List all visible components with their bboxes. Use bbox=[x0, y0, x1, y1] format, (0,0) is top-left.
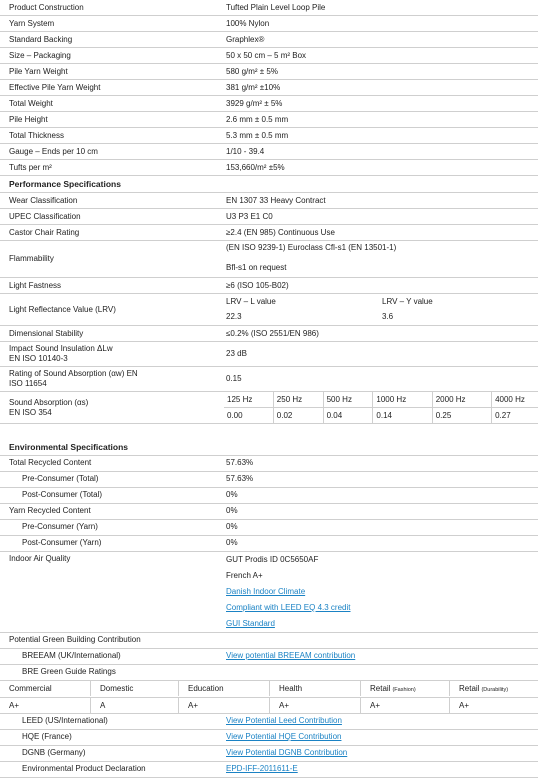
absorption-value: 0.02 bbox=[274, 408, 324, 423]
lrv-y-val: 3.6 bbox=[382, 312, 394, 321]
spec-value: 3929 g/m² ± 5% bbox=[217, 96, 538, 112]
sound-absorption-label bbox=[0, 392, 217, 424]
spec-label: Gauge – Ends per 10 cm bbox=[0, 144, 217, 160]
absorption-value: 0.27 bbox=[495, 411, 511, 420]
post-consumer-yarn-label: Post-Consumer (Yarn) bbox=[22, 538, 102, 547]
hqe-label: HQE (France) bbox=[22, 732, 72, 741]
spec-label: Size – Packaging bbox=[0, 48, 217, 64]
bre-ratings bbox=[0, 697, 538, 713]
flammability-line2: Bfl-s1 on request bbox=[226, 263, 287, 272]
bre-label: BRE Green Guide Ratings bbox=[22, 667, 116, 676]
spec-label: Total Weight bbox=[0, 96, 217, 112]
impact-label-line1: Impact Sound Insulation ΔLw bbox=[9, 344, 113, 353]
danish-indoor-climate-link[interactable]: Danish Indoor Climate bbox=[226, 586, 306, 596]
frequency-label: 500 Hz bbox=[324, 392, 374, 407]
spec-value: 5.3 mm ± 0.5 mm bbox=[217, 128, 538, 144]
bre-header bbox=[0, 681, 91, 696]
flammability-label: Flammability bbox=[0, 241, 217, 278]
castor-value: ≥2.4 (EN 985) Continuous Use bbox=[217, 225, 538, 241]
sound-absorption-grid bbox=[217, 392, 538, 424]
spec-row bbox=[0, 32, 538, 48]
lrv-l-val: 22.3 bbox=[226, 312, 242, 321]
pre-consumer-yarn-label: Pre-Consumer (Yarn) bbox=[22, 522, 98, 531]
post-consumer-yarn-value: 0% bbox=[217, 535, 538, 551]
spec-label: Pile Height bbox=[0, 112, 217, 128]
spec-label: Standard Backing bbox=[0, 32, 217, 48]
bre-header-text: Education bbox=[188, 684, 224, 693]
wear-value: EN 1307 33 Heavy Contract bbox=[217, 193, 538, 209]
impact-label-line2: EN ISO 10140-3 bbox=[9, 354, 68, 363]
bre-rating: A+ bbox=[0, 698, 91, 713]
frequency-label: 2000 Hz bbox=[433, 392, 492, 407]
frequency-label: 4000 Hz bbox=[495, 395, 525, 404]
leed-label: LEED (US/International) bbox=[22, 716, 108, 725]
upec-value: U3 P3 E1 C0 bbox=[217, 209, 538, 225]
spec-value: 1/10 - 39.4 bbox=[217, 144, 538, 160]
frequency-label: 125 Hz bbox=[224, 392, 274, 407]
bre-header-note: (Fashion) bbox=[392, 687, 416, 693]
pre-consumer-total-label: Pre-Consumer (Total) bbox=[22, 474, 99, 483]
pre-consumer-yarn-value: 0% bbox=[217, 519, 538, 535]
total-recycled-value: 57.63% bbox=[217, 455, 538, 471]
bre-header bbox=[270, 681, 361, 696]
spec-value: 580 g/m² ± 5% bbox=[217, 64, 538, 80]
performance-heading: Performance Specifications bbox=[0, 176, 538, 193]
spec-row bbox=[0, 64, 538, 80]
spec-row bbox=[0, 128, 538, 144]
bre-rating: A bbox=[91, 698, 179, 713]
spec-value: 2.6 mm ± 0.5 mm bbox=[217, 112, 538, 128]
iaq-gut: GUT Prodis ID 0C5650AF bbox=[226, 554, 319, 564]
sound-absorption-line1: Sound Absorption (αs) bbox=[9, 397, 89, 407]
bre-header-text: Domestic bbox=[100, 684, 134, 693]
lrv-l-head: LRV – L value bbox=[226, 297, 276, 306]
green-building-label: Potential Green Building Contribution bbox=[0, 632, 538, 648]
impact-value: 23 dB bbox=[217, 342, 538, 367]
light-fastness-value: ≥6 (ISO 105-B02) bbox=[217, 278, 538, 294]
bre-rating: A+ bbox=[270, 698, 361, 713]
breeam-label: BREEAM (UK/International) bbox=[22, 651, 121, 660]
wear-label: Wear Classification bbox=[0, 193, 217, 209]
dgnb-label: DGNB (Germany) bbox=[22, 748, 86, 757]
spec-value: 381 g/m² ±10% bbox=[217, 80, 538, 96]
spec-value: Tufted Plain Level Loop Pile bbox=[217, 0, 538, 16]
post-consumer-total-value: 0% bbox=[217, 487, 538, 503]
bre-headers bbox=[0, 680, 538, 697]
spec-label: Effective Pile Yarn Weight bbox=[0, 80, 217, 96]
bre-header-note: (Durability) bbox=[481, 687, 509, 693]
bre-header-text: Commercial bbox=[9, 684, 52, 693]
absorption-value: 0.00 bbox=[224, 408, 274, 423]
bre-header-text: Retail bbox=[370, 684, 391, 693]
epd-label: Environmental Product Declaration bbox=[22, 764, 146, 773]
upec-label: UPEC Classification bbox=[0, 209, 217, 225]
bre-header bbox=[361, 681, 450, 696]
spec-row bbox=[0, 96, 538, 112]
spec-label: Product Construction bbox=[0, 0, 217, 16]
leed-link[interactable]: View Potential Leed Contribution bbox=[226, 716, 342, 725]
frequency-label: 250 Hz bbox=[274, 392, 324, 407]
castor-label: Castor Chair Rating bbox=[0, 225, 217, 241]
iaq-french: French A+ bbox=[226, 570, 263, 580]
total-recycled-label: Total Recycled Content bbox=[0, 455, 217, 471]
frequency-label: 1000 Hz bbox=[373, 392, 432, 407]
iaq-value bbox=[217, 551, 538, 632]
bre-header bbox=[91, 681, 179, 696]
gui-standard-link[interactable]: GUI Standard bbox=[226, 618, 275, 628]
sound-absorption-values bbox=[224, 408, 538, 423]
spec-value: Graphlex® bbox=[217, 32, 538, 48]
bre-rating: A+ bbox=[361, 698, 450, 713]
spec-row bbox=[0, 80, 538, 96]
dgnb-link[interactable]: View Potential DGNB Contribution bbox=[226, 748, 348, 757]
bre-header-text: Health bbox=[279, 684, 303, 693]
yarn-recycled-label: Yarn Recycled Content bbox=[0, 503, 217, 519]
sound-absorption-line2: EN ISO 354 bbox=[9, 407, 52, 417]
yarn-recycled-value: 0% bbox=[217, 503, 538, 519]
bre-header-text: Retail bbox=[459, 684, 480, 693]
impact-label bbox=[0, 342, 217, 367]
rating-absorption-line2: ISO 11654 bbox=[9, 379, 47, 388]
spec-label: Yarn System bbox=[0, 16, 217, 32]
light-fastness-label: Light Fastness bbox=[0, 278, 217, 294]
leed-eq-link[interactable]: Compliant with LEED EQ 4.3 credit bbox=[226, 602, 351, 612]
rating-absorption-line1: Rating of Sound Absorption (αw) EN bbox=[9, 369, 138, 378]
rating-absorption-label bbox=[0, 367, 217, 392]
absorption-value: 0.25 bbox=[433, 408, 492, 423]
epd-link[interactable]: EPD-IFF-2011611-E bbox=[226, 764, 298, 773]
lrv-label: Light Reflectance Value (LRV) bbox=[0, 294, 217, 326]
environmental-heading: Environmental Specifications bbox=[0, 439, 538, 456]
spec-row bbox=[0, 48, 538, 64]
post-consumer-total-label: Post-Consumer (Total) bbox=[22, 490, 103, 499]
dimensional-label: Dimensional Stability bbox=[0, 326, 217, 342]
absorption-value: 0.04 bbox=[324, 408, 374, 423]
bre-header bbox=[179, 681, 270, 696]
flammability-line1: (EN ISO 9239-1) Euroclass Cfl-s1 (EN 13501-1) bbox=[226, 243, 397, 252]
spec-row bbox=[0, 16, 538, 32]
spec-label: Tufts per m² bbox=[0, 160, 217, 176]
rating-absorption-value: 0.15 bbox=[217, 367, 538, 392]
spec-label: Total Thickness bbox=[0, 128, 217, 144]
lrv-y-head: LRV – Y value bbox=[382, 297, 433, 306]
spec-value: 100% Nylon bbox=[217, 16, 538, 32]
spec-row bbox=[0, 0, 538, 16]
flammability-value bbox=[217, 241, 538, 278]
spec-row bbox=[0, 160, 538, 176]
spec-row bbox=[0, 112, 538, 128]
spec-value: 50 x 50 cm – 5 m² Box bbox=[217, 48, 538, 64]
bre-rating: A+ bbox=[459, 700, 470, 710]
hqe-link[interactable]: View Potential HQE Contribution bbox=[226, 732, 342, 741]
spec-label: Pile Yarn Weight bbox=[0, 64, 217, 80]
dimensional-value: ≤0.2% (ISO 2551/EN 986) bbox=[217, 326, 538, 342]
spec-row bbox=[0, 144, 538, 160]
spec-value: 153,660/m² ±5% bbox=[217, 160, 538, 176]
absorption-value: 0.14 bbox=[373, 408, 432, 423]
pre-consumer-total-value: 57.63% bbox=[217, 471, 538, 487]
iaq-label: Indoor Air Quality bbox=[0, 551, 217, 632]
bre-header bbox=[450, 681, 538, 696]
bre-rating: A+ bbox=[179, 698, 270, 713]
sound-absorption-freqs bbox=[224, 392, 538, 408]
breeam-link[interactable]: View potential BREEAM contribution bbox=[226, 651, 356, 660]
lrv-value bbox=[217, 294, 538, 326]
